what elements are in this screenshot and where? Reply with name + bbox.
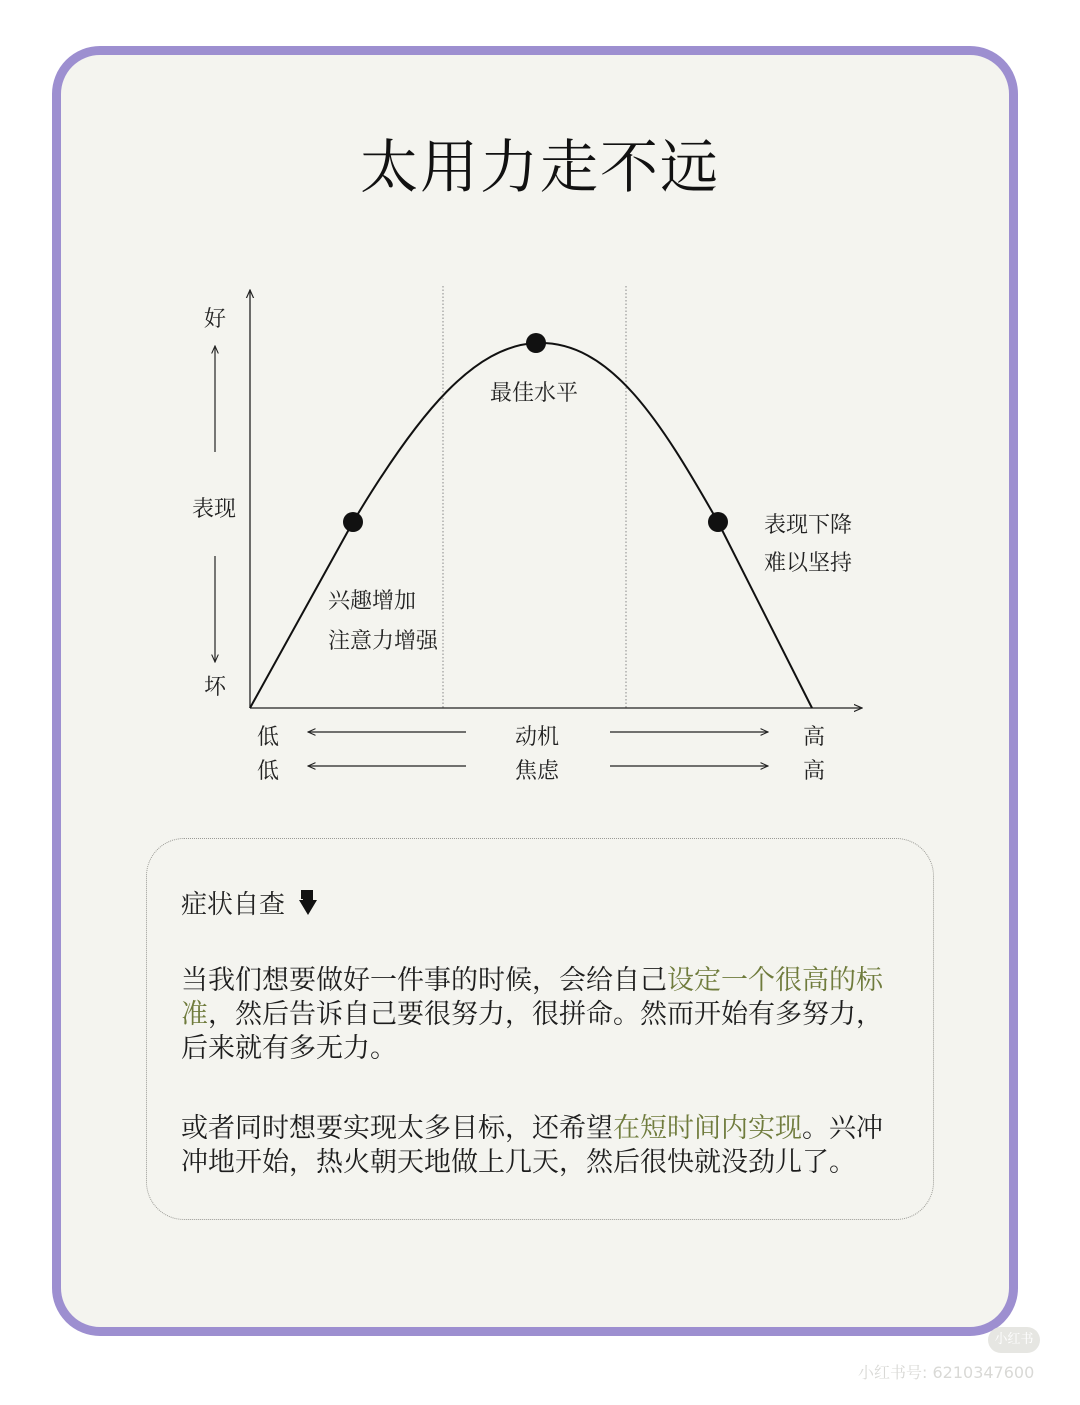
label-left-line2: 注意力增强 bbox=[328, 629, 439, 654]
p1-text-after: ，然后告诉自己要很努力，很拼命。然而开始有多努力，后来就有多无力。 bbox=[181, 999, 883, 1064]
page-title: 太用力走不远 bbox=[359, 133, 720, 201]
label-right-line2: 难以坚持 bbox=[764, 551, 853, 576]
p1-text-before: 当我们想要做好一件事的时候，会给自己 bbox=[181, 965, 667, 996]
p1-highlight: 设定一个很高的标准 bbox=[181, 965, 883, 1030]
watermark-text: 小红书号: 6210347600 bbox=[858, 1363, 1035, 1382]
y-label-performance: 表现 bbox=[192, 497, 237, 522]
p2-text-after: 。兴冲冲地开始，热火朝天地做上几天，然后很快就没劲儿了。 bbox=[181, 1113, 883, 1178]
label-peak: 最佳水平 bbox=[490, 381, 579, 406]
x-label-high-2: 高 bbox=[803, 759, 826, 784]
label-right-line1: 表现下降 bbox=[764, 513, 853, 538]
paragraph-1 bbox=[181, 964, 901, 1066]
symptom-heading-text: 症状自查 bbox=[181, 890, 286, 920]
p2-text-before: 或者同时想要实现太多目标，还希望 bbox=[181, 1113, 613, 1144]
paragraph-2 bbox=[181, 1112, 901, 1180]
x-label-low-2: 低 bbox=[257, 759, 280, 784]
watermark-logo: 小红书 bbox=[988, 1327, 1040, 1353]
symptom-heading bbox=[181, 884, 321, 921]
label-left-line1: 兴趣增加 bbox=[328, 589, 417, 614]
point-peak bbox=[526, 333, 546, 353]
p2-highlight: 在短时间内实现 bbox=[613, 1113, 802, 1144]
x-label-high-1: 高 bbox=[803, 725, 826, 750]
y-label-bad: 坏 bbox=[204, 675, 227, 700]
pointing-hand-down-icon bbox=[295, 888, 321, 918]
point-left bbox=[343, 512, 363, 532]
x-label-anxiety: 焦虑 bbox=[515, 759, 560, 784]
x-label-motivation: 动机 bbox=[515, 725, 560, 750]
point-right bbox=[708, 512, 728, 532]
y-label-good: 好 bbox=[204, 307, 227, 332]
x-label-low-1: 低 bbox=[257, 725, 280, 750]
